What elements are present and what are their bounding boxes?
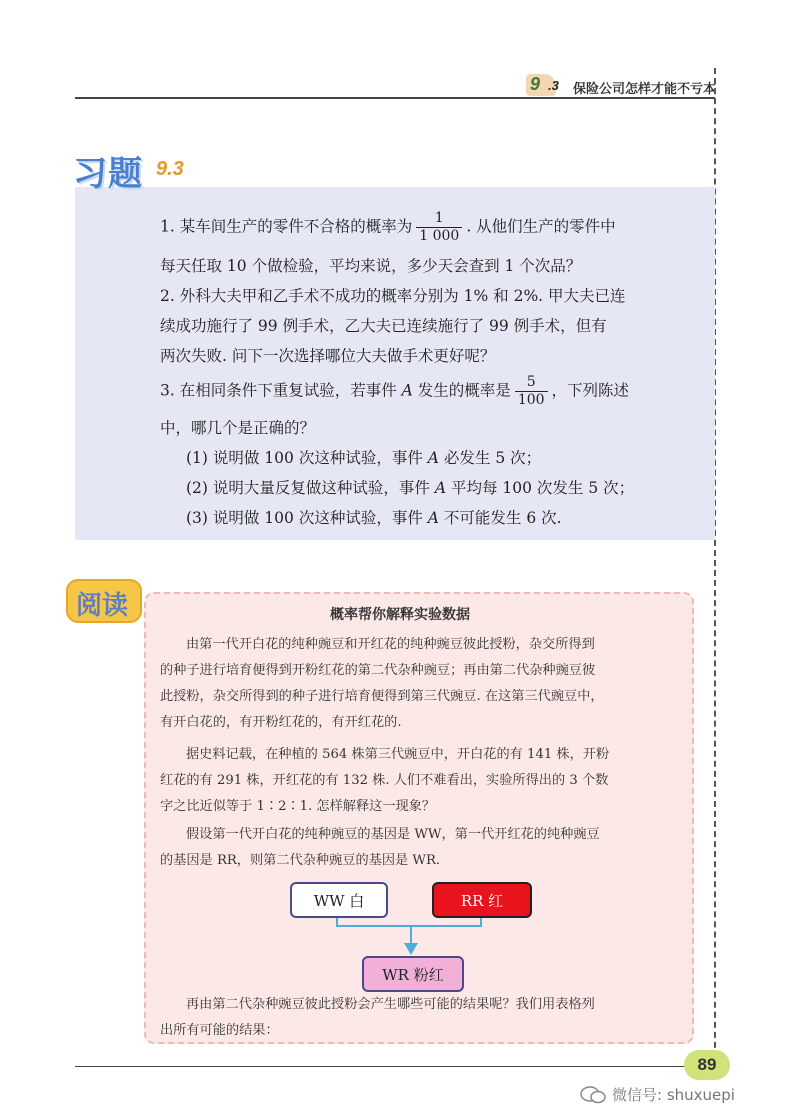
fraction-denominator: 100: [517, 392, 545, 408]
reading-line: 出所有可能的结果：: [160, 1023, 279, 1038]
statement-2-text-a: (2) 说明大量反复做这种试验，事件: [186, 479, 430, 497]
reading-line: 此授粉，杂交所得到的种子进行培育便得到第三代豌豆. 在这第三代豌豆中，: [160, 689, 604, 704]
fraction-5-over-100: [515, 374, 548, 409]
reading-line: 红花的有 291 株，开红花的有 132 株. 人们不难看出，实验所得出的 3 个数: [160, 773, 609, 788]
event-variable: A: [427, 509, 439, 527]
exercise-3-line-2: 中，哪几个是正确的？: [160, 419, 316, 437]
reading-line: 假设第一代开白花的纯种豌豆的基因是 WW，第一代开红花的纯种豌豆: [186, 827, 600, 842]
fraction-numerator: 5: [515, 374, 548, 392]
exercise-3-line-1: [160, 374, 700, 409]
statement-1-text-a: (1) 说明做 100 次这种试验，事件: [186, 449, 423, 467]
page-number: 89: [684, 1050, 730, 1080]
fraction-1-over-1000: [416, 210, 462, 245]
reading-line: 再由第二代杂种豌豆彼此授粉会产生哪些可能的结果呢？我们用表格列: [186, 997, 595, 1012]
reading-line: 字之比近似等于 1∶2∶1. 怎样解释这一现象？: [160, 799, 436, 814]
event-variable: A: [427, 449, 439, 467]
reading-title: 概率帮你解释实验数据: [330, 607, 470, 623]
section-number: 9: [530, 74, 541, 94]
statement-2: [186, 478, 726, 498]
reading-tag-label: 阅读: [76, 591, 129, 621]
reading-line: 的基因是 RR，则第二代杂种豌豆的基因是 WR.: [160, 853, 441, 868]
statement-3-text-b: 不可能发生 6 次.: [443, 509, 562, 527]
section-sub: .3: [548, 78, 559, 93]
reading-tag: [66, 579, 142, 623]
reading-line: 由第一代开白花的纯种豌豆和开红花的纯种豌豆彼此授粉，杂交所得到: [186, 637, 595, 652]
event-variable: A: [401, 381, 413, 400]
statement-1-text-b: 必发生 5 次；: [443, 449, 542, 467]
running-header-title: 保险公司怎样才能不亏本: [573, 82, 717, 97]
exercise-1-text-b: . 从他们生产的零件中: [466, 217, 616, 236]
exercises-number: 9.3: [156, 158, 184, 180]
exercises-heading: 习题: [73, 154, 143, 194]
exercise-1-line-2: 每天任取 10 个做检验，平均来说，多少天会查到 1 个次品？: [160, 257, 582, 275]
statement-3: [186, 508, 726, 528]
connector-line: [336, 925, 482, 927]
exercise-2-line-2: 续成功施行了 99 例手术，乙大夫已连续施行了 99 例手术，但有: [160, 317, 607, 335]
exercise-1-line-1: [160, 210, 700, 245]
fraction-numerator: 1: [416, 210, 462, 228]
exercise-3-text-a: 3. 在相同条件下重复试验，若事件: [160, 381, 397, 400]
wechat-icon: [580, 1085, 606, 1105]
event-variable: A: [434, 479, 447, 497]
statement-1: [186, 448, 726, 468]
node-rr-red: RR 红: [432, 882, 532, 918]
statement-2-text-b: 平均每 100 次发生 5 次；: [450, 479, 635, 497]
exercise-2-line-1: 2. 外科大夫甲和乙手术不成功的概率分别为 1% 和 2%. 甲大夫已连: [160, 287, 626, 305]
exercise-3-text-b: 发生的概率是: [417, 381, 511, 400]
exercise-2-line-3: 两次失败. 问下一次选择哪位大夫做手术更好呢？: [160, 347, 496, 365]
reading-line: 有开白花的，有开粉红花的，有开红花的.: [160, 715, 402, 730]
reading-line: 的种子进行培育便得到开粉红花的第二代杂种豌豆；再由第二代杂种豌豆彼: [160, 663, 596, 678]
statement-3-text-a: (3) 说明做 100 次这种试验，事件: [186, 509, 423, 527]
watermark: [580, 1084, 735, 1105]
node-wr-pink: WR 粉红: [362, 956, 464, 992]
header-rule: [75, 97, 715, 99]
watermark-text: 微信号: shuxuepi: [612, 1086, 735, 1104]
fraction-denominator: 1 000: [419, 228, 460, 244]
node-ww-white: WW 白: [290, 882, 388, 918]
exercise-3-text-c: ，下列陈述: [551, 381, 630, 400]
section-badge: [526, 74, 559, 96]
footer-rule: [75, 1066, 685, 1067]
arrow-down-icon: [404, 943, 418, 955]
reading-line: 据史料记载，在种植的 564 株第三代豌豆中，开白花的有 141 株，开粉: [186, 747, 610, 762]
exercise-1-text-a: 1. 某车间生产的零件不合格的概率为: [160, 217, 413, 236]
